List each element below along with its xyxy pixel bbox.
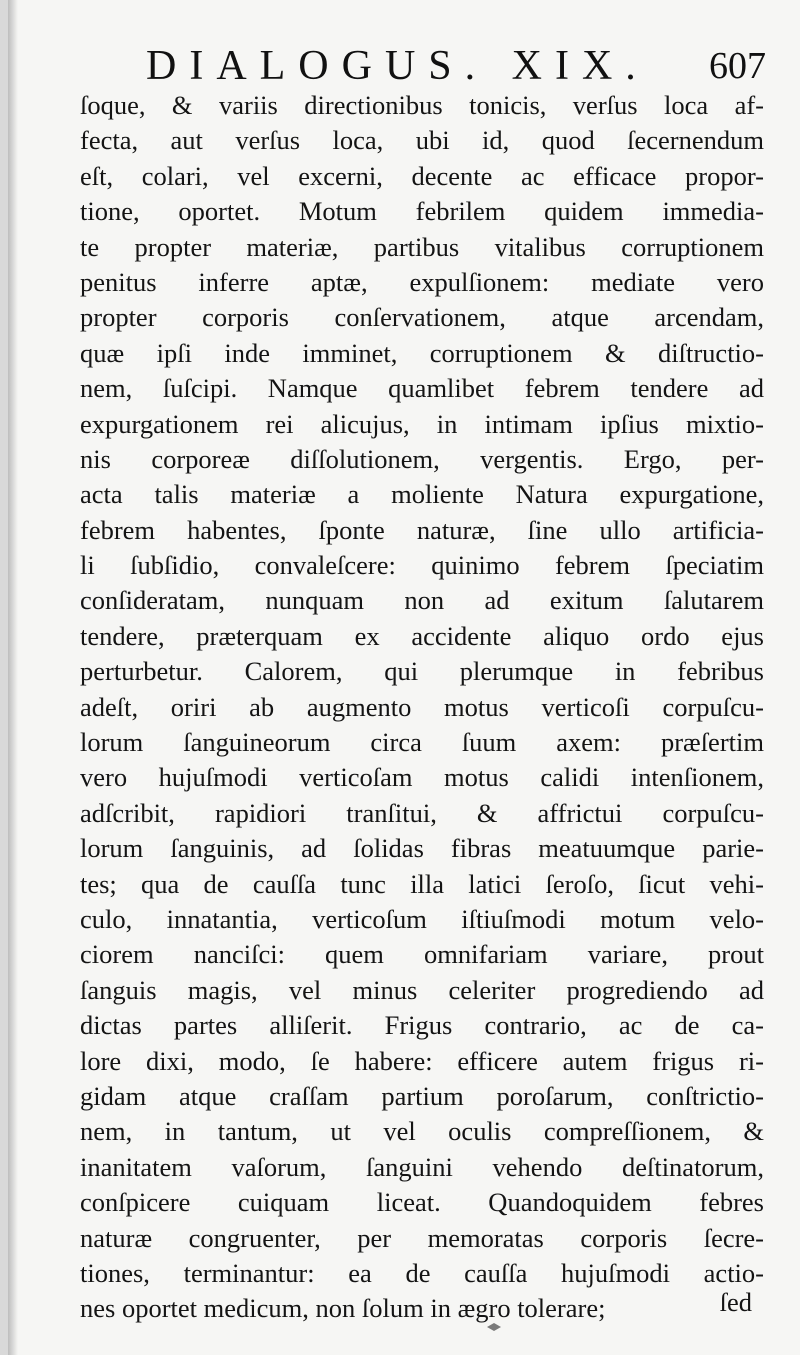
page-number: 607 [709,45,766,87]
text-line: nis corporeæ diſſolutionem, vergentis. Ergo, per- [80,443,764,474]
text-line: culo, innatantia, verticoſum iſtiuſmodi motum velo- [80,903,764,934]
text-line: eſt, colari, vel excerni, decente ac efficace propor- [80,160,764,191]
text-line: nes oportet medicum, non ſolum in ægro tolerare; [80,1293,606,1324]
text-line: perturbetur. Calorem, qui plerumque in febribus [80,656,764,687]
text-line: ciorem nanciſci: quem omnifariam variare, prout [80,939,764,970]
text-line: quæ ipſi inde imminet, corruptionem & diſtructio- [80,337,764,368]
text-line: fecta, aut verſus loca, ubi id, quod ſecernendum [80,125,764,156]
text-line: conſideratam, nunquam non ad exitum ſalutarem [80,585,764,616]
text-line: naturæ congruenter, per memoratas corporis ſecre- [80,1222,764,1253]
text-line: nem, ſuſcipi. Namque quamlibet febrem tendere ad [80,373,764,404]
text-line: propter corporis conſervationem, atque arcendam, [80,302,764,333]
text-line: nem, in tantum, ut vel oculis compreſſionem, & [80,1116,764,1147]
text-line: adſcribit, rapidiori tranſitui, & affrictui corpuſcu- [80,797,764,828]
text-line: tes; qua de cauſſa tunc illa latici ſeroſo, ſicut vehi- [80,868,764,899]
text-line: ſoque, & variis directionibus tonicis, verſus loca af- [80,90,764,120]
text-line: te propter materiæ, partibus vitalibus corruptionem [80,231,764,262]
text-line: inanitatem vaſorum, ſanguini vehendo deſtinatorum, [80,1151,764,1182]
printer-ornament-icon [486,1322,502,1332]
text-line: gidam atque craſſam partium poroſarum, conſtrictio- [80,1080,764,1111]
text-line: lore dixi, modo, ſe habere: efficere autem frigus ri- [80,1045,764,1076]
text-line: tendere, præterquam ex accidente aliquo ordo ejus [80,620,764,651]
text-line: li ſubſidio, convaleſcere: quinimo febrem ſpeciatim [80,550,764,581]
catchword: ſed [719,1287,752,1317]
body-text [80,88,764,1327]
text-line: dictas partes alliſerit. Frigus contrario, ac de ca- [80,1010,764,1041]
text-line: penitus inferre aptæ, expulſionem: mediate vero [80,266,764,297]
text-line: tiones, terminantur: ea de cauſſa hujuſmodi actio- [80,1257,764,1288]
text-line: febrem habentes, ſponte naturæ, ſine ullo artificia- [80,514,764,545]
text-line: vero hujuſmodi verticoſam motus calidi intenſionem, [80,762,764,793]
text-line: lorum ſanguineorum circa ſuum axem: præſertim [80,727,764,758]
page-header [146,40,766,92]
text-line: lorum ſanguinis, ad ſolidas fibras meatuumque parie- [80,833,764,864]
text-line: adeſt, oriri ab augmento motus verticoſi corpuſcu- [80,691,764,722]
text-line: expurgationem rei alicujus, in intimam ipſius mixtio- [80,408,764,439]
text-line: ſanguis magis, vel minus celeriter progrediendo ad [80,974,764,1005]
text-line: conſpicere cuiquam liceat. Quandoquidem febres [80,1187,764,1218]
text-line: tione, oportet. Motum febrilem quidem immedia- [80,196,764,227]
book-page [8,0,800,1355]
text-line: acta talis materiæ a moliente Natura expurgatione, [80,479,764,510]
running-title: DIALOGUS. XIX. [146,43,649,89]
